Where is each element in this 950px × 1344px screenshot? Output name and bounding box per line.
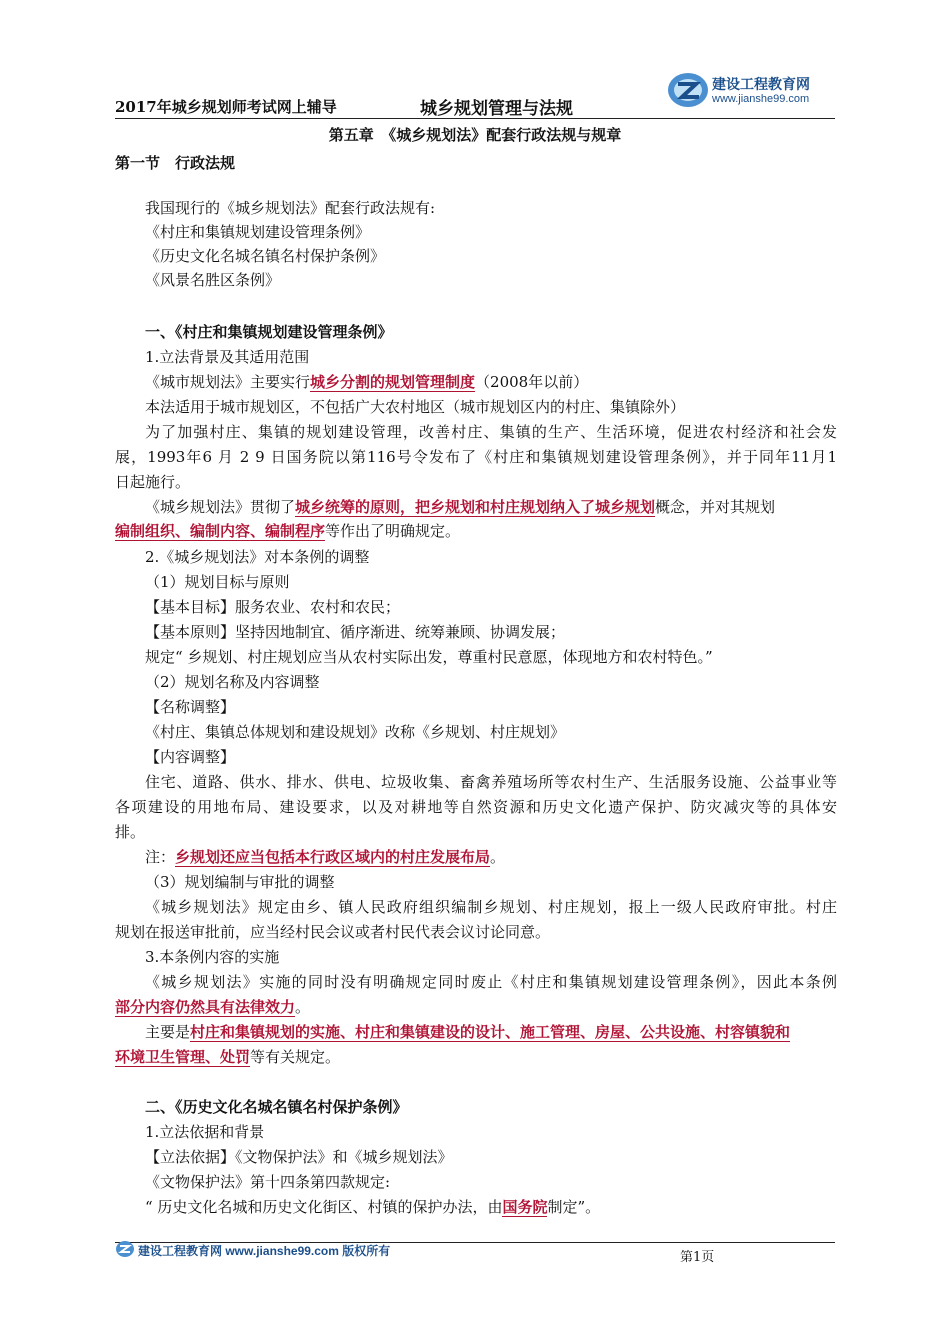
header-course-title: 2017年城乡规划师考试网上辅导: [115, 98, 337, 116]
paragraph-line: 各项建设的用地布局、建设要求，以及对耕地等自然资源和历史文化遗产保护、防灾减灾等的具体安: [115, 798, 837, 816]
highlight-text: 村庄和集镇规划的实施、村庄和集镇建设的设计、施工管理、房屋、公共设施、村容镇貌和: [190, 1023, 791, 1041]
paragraph-line: 环境卫生管理、处罚等有关规定。: [115, 1048, 341, 1066]
header-subject-title: 城乡规划管理与法规: [420, 99, 573, 119]
logo-url: www.jianshe99.com: [712, 93, 810, 105]
highlight-text: 国务院: [502, 1198, 548, 1216]
subsection-title: 3.本条例内容的实施: [145, 948, 280, 966]
chapter-title: 第五章 《城乡规划法》配套行政法规与规章: [328, 126, 622, 144]
header-divider: [115, 118, 835, 119]
paragraph-line: 住宅、道路、供水、排水、供电、垃圾收集、畜禽养殖场所等农村生产、生活服务设施、公益事业等: [145, 773, 837, 791]
sub-item: （3）规划编制与审批的调整: [145, 873, 335, 891]
footer-copyright: 建设工程教育网 www.jianshe99.com 版权所有: [138, 1244, 391, 1258]
name-adjust-label: 【名称调整】: [145, 698, 236, 716]
subsection-title: 1.立法依据和背景: [145, 1123, 265, 1141]
legal-basis: 【立法依据】《文物保护法》和《城乡规划法》: [145, 1148, 453, 1166]
footer-logo-icon: [115, 1239, 135, 1259]
paragraph: 《城市规划法》主要实行城乡分割的规划管理制度（2008年以前）: [145, 373, 589, 391]
highlight-text: 编制组织、编制内容、编制程序: [115, 522, 326, 540]
highlight-text: 乡规划还应当包括本行政区域内的村庄发展布局: [175, 848, 491, 866]
paragraph-line: 编制组织、编制内容、编制程序等作出了明确规定。: [115, 522, 461, 540]
name-adjust-text: 《村庄、集镇总体规划和建设规划》改称《乡规划、村庄规划》: [145, 723, 566, 741]
part2-heading: 二、《历史文化名城名镇名村保护条例》: [145, 1098, 408, 1116]
part1-heading: 一、《村庄和集镇规划建设管理条例》: [145, 323, 393, 341]
paragraph-line: 规划在报送审批前，应当经村民会议或者村民代表会议讨论同意。: [115, 923, 551, 941]
content-adjust-label: 【内容调整】: [145, 748, 236, 766]
highlight-text: 城乡统筹的原则，把乡规划和村庄规划纳入了城乡规划: [295, 498, 656, 516]
intro-item: 《历史文化名城名镇名村保护条例》: [145, 247, 386, 265]
highlight-text: 环境卫生管理、处罚: [115, 1048, 251, 1066]
basic-goal: 【基本目标】服务农业、农村和农民；: [145, 598, 401, 616]
paragraph-line: 《城乡规划法》实施的同时没有明确规定同时废止《村庄和集镇规划建设管理条例》，因此本条例: [145, 973, 837, 991]
rule-quote: 规定“ 乡规划、村庄规划应当从农村实际出发，尊重村民意愿，体现地方和农村特色。”: [145, 648, 713, 666]
intro-item: 《村庄和集镇规划建设管理条例》: [145, 223, 371, 241]
quote: “ 历史文化名城和历史文化街区、村镇的保护办法，由国务院制定”。: [145, 1198, 601, 1216]
intro-item: 《风景名胜区条例》: [145, 271, 281, 289]
sub-item: （2）规划名称及内容调整: [145, 673, 320, 691]
highlight-text: 部分内容仍然具有法律效力: [115, 998, 296, 1016]
paragraph-line: 《城乡规划法》规定由乡、镇人民政府组织编制乡规划、村庄规划，报上一级人民政府审批。村庄: [145, 898, 837, 916]
basic-principle: 【基本原则】坚持因地制宜、循序渐进、统筹兼顾、协调发展；: [145, 623, 566, 641]
paragraph-line: 为了加强村庄、集镇的规划建设管理，改善村庄、集镇的生产、生活环境，促进农村经济和社会发: [145, 423, 837, 441]
intro-line: 我国现行的《城乡规划法》配套行政法规有:: [145, 199, 436, 217]
paragraph-line: 部分内容仍然具有法律效力。: [115, 998, 311, 1016]
paragraph-line: 排。: [115, 823, 146, 841]
paragraph-line: 日起施行。: [115, 473, 191, 491]
sub-item: （1）规划目标与原则: [145, 573, 290, 591]
paragraph-line: 展，1993年6 月 2 9 日国务院以第116号令发布了《村庄和集镇规划建设管理条例》，并于同年11月1: [115, 448, 837, 466]
logo-name: 建设工程教育网: [712, 76, 810, 92]
section-title: 第一节 行政法规: [115, 154, 236, 172]
paragraph-line: 主要是村庄和集镇规划的实施、村庄和集镇建设的设计、施工管理、房屋、公共设施、村容镇貌和: [145, 1023, 791, 1041]
paragraph: 本法适用于城市规划区，不包括广大农村地区（城市规划区内的村庄、集镇除外）: [145, 398, 686, 416]
subsection-title: 1.立法背景及其适用范围: [145, 348, 310, 366]
highlight-text: 城乡分割的规划管理制度: [310, 373, 476, 391]
paragraph: 《城乡规划法》贯彻了城乡统筹的原则，把乡规划和村庄规划纳入了城乡规划概念，并对其规划: [145, 498, 776, 516]
law-clause: 《文物保护法》第十四条第四款规定:: [145, 1173, 391, 1191]
subsection-title: 2.《城乡规划法》对本条例的调整: [145, 548, 370, 566]
page-number: 第1页: [680, 1250, 715, 1265]
note: 注：乡规划还应当包括本行政区域内的村庄发展布局。: [145, 848, 506, 866]
